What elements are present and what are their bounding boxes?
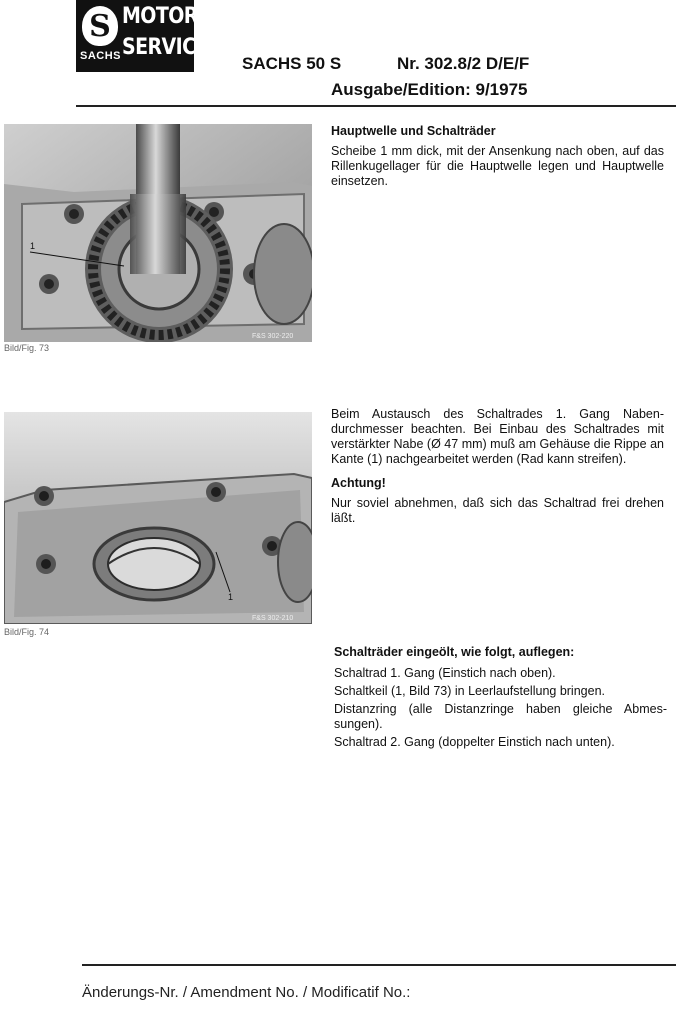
step-4: Schaltrad 2. Gang (doppelter Einstich nach unten). bbox=[334, 735, 615, 749]
section-1-body: Scheibe 1 mm dick, mit der Ansenkung nach oben, auf das Rillenkugellager für die Hauptwelle legen und Hauptwelle einsetzen. bbox=[331, 144, 664, 188]
figure-74-photo bbox=[4, 412, 312, 624]
warning-body: Nur soviel abnehmen, daß sich das Schaltrad frei drehen läßt. bbox=[331, 496, 664, 525]
amendment-line: Änderungs-Nr. / Amendment No. / Modificatif No.: bbox=[82, 984, 411, 1001]
fig73-callout-1: 1 bbox=[30, 241, 36, 251]
figure-74-caption: Bild/Fig. 74 bbox=[4, 627, 50, 637]
section-2 bbox=[331, 407, 664, 526]
logo-line-2: SERVICE bbox=[122, 34, 208, 60]
edition: Ausgabe/Edition: 9/1975 bbox=[331, 80, 528, 99]
footer-rule bbox=[82, 964, 676, 966]
header-rule bbox=[76, 105, 676, 107]
step-3: Distanzring (alle Distanzringe haben gleiche Abmessungen). bbox=[334, 702, 667, 731]
gear-shaft-illustration bbox=[4, 124, 312, 342]
step-2: Schaltkeil (1, Bild 73) in Leerlaufstellung bringen. bbox=[334, 684, 605, 698]
figure-73-caption: Bild/Fig. 73 bbox=[4, 343, 50, 353]
logo-brand: SACHS bbox=[80, 50, 122, 62]
logo-line-1: MOTOR- bbox=[122, 3, 206, 29]
fig74-stamp: F&S 302-210 bbox=[252, 615, 294, 622]
section-1-title: Hauptwelle und Schalträder bbox=[331, 124, 496, 138]
model-title: SACHS 50 S bbox=[242, 54, 342, 73]
section-1 bbox=[331, 124, 664, 189]
section-3 bbox=[334, 645, 667, 750]
sachs-s-emblem: S bbox=[82, 6, 118, 46]
section-2-body: Beim Austausch des Schaltrades 1. Gang Nabendurchmesser beachten. Bei Einbau des Schaltrades mit verstärkter Nabe (Ø 47 mm) muß am Gehäuse die Rippe an Kante (1) nachgearbeitet werden (Rad kann streifen). bbox=[331, 407, 664, 466]
section-3-title: Schalträder eingeölt, wie folgt, auflegen: bbox=[334, 645, 575, 659]
step-1: Schaltrad 1. Gang (Einstich nach oben). bbox=[334, 666, 556, 680]
housing-illustration bbox=[4, 412, 312, 624]
sachs-motor-service-logo bbox=[76, 0, 208, 72]
document-number: Nr. 302.8/2 D/E/F bbox=[397, 54, 530, 73]
fig73-stamp: F&S 302-220 bbox=[252, 333, 294, 340]
warning-title: Achtung! bbox=[331, 476, 386, 490]
figure-73-photo bbox=[4, 124, 312, 342]
fig74-callout-1: 1 bbox=[228, 592, 234, 602]
